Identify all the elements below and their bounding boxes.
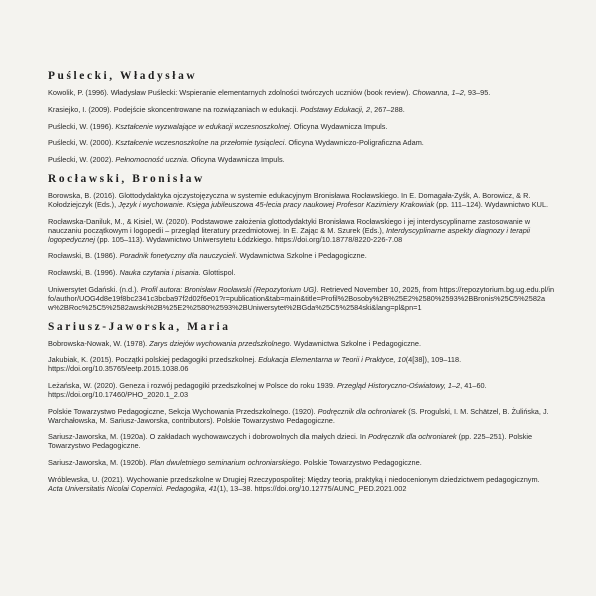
bibliography — [48, 70, 556, 502]
reference-entry: Leżańska, W. (2020). Geneza i rozwój pedagogiki przedszkolnej w Polsce do roku 1939. Przegląd Historyczno-Oświatowy, 1–2, 41–60. https://doi.org/10.17460/PHO_2020.1_2.03 — [48, 381, 487, 399]
reference-entry: Rocławski, B. (1986). Poradnik fonetyczny dla nauczycieli. Wydawnictwa Szkolne i Pedagogiczne. — [48, 251, 367, 261]
reference-entry: Rocławska-Daniluk, M., & Kisiel, W. (2020). Podstawowe założenia glottodydaktyki Bronisława Rocławskiego i jej interdyscyplinarne zastosowanie w nauczaniu początkowym i logopedii – przegląd literatury przedmiotowej. In E. Zając & M. Szurek (Eds.), Interdyscyplinarne aspekty diagnozy i terapii logopedycznej (pp. 105–113). Wydawnictwo Uniwersytetu Łódzkiego. https://doi.org/10.18778/8220-226-7.08 — [48, 216, 531, 244]
reference-entry: Uniwersytet Gdański. (n.d.). Profil autora: Bronisław Rocławski (Repozytorium UG). Retrieved November 10, 2025, from https://repozytorium.bg.ug.edu.pl/info/author/UOG4d8e19f8bc2341c3bcba97f2d02f6e01?r=publication&tab=main&title=Profil%2Bosoby%2B%25E2%2580%2593%2BBronis%25C5%2582aw%2BRoc%25C5%2582awski%2B%25E2%2580%2593%2BUniwersytet%2BGda%25C5%2584ski&lang=pl&pn=1 — [48, 284, 555, 312]
reference-entry: Jakubiak, K. (2015). Początki polskiej pedagogiki przedszkolnej. Edukacja Elementarna w Teorii i Praktyce, 10(4[38]), 109–118. https://doi.org/10.35765/eetp.2015.1038.06 — [48, 355, 462, 374]
reference-entry: Borowska, B. (2016). Glottodydaktyka ojczystojęzyczna w systemie edukacyjnym Bronisława Rocławskiego. In E. Domagała-Zyśk, A. Borowicz, & R. Kołodziejczyk (Eds.), Język i wychowanie. Księga jubileuszowa 45-lecia pracy naukowej Profesor Kazimiery Krakowiak (pp. 111–124). Wydawnictwo KUL. — [48, 190, 549, 209]
section-heading: Rocławski, Bronisław — [48, 172, 205, 185]
reference-entry: Krasiejko, I. (2009). Podejście skoncentrowane na rozwiązaniach w edukacji. Podstawy Edukacji, 2, 267–288. — [48, 104, 405, 114]
section-puslecki — [48, 70, 556, 165]
reference-entry: Polskie Towarzystwo Pedagogiczne, Sekcja Wychowania Przedszkolnego. (1920). Podręcznik dla ochroniarek (S. Progulski, I. M. Schätzel, B. Żulińska, J. Warchałowska, M. Sariusz-Jaworska, contributors). Polskie Towarzystwo Pedagogiczne. — [48, 406, 549, 425]
reference-entry: Puślecki, W. (2000). Kształcenie wczesnoszkolne na przełomie tysiącleci. Oficyna Wydawniczo-Poligraficzna Adam. — [48, 138, 424, 148]
reference-entry: Wróblewska, U. (2021). Wychowanie przedszkolne w Drugiej Rzeczypospolitej: Między teorią, praktyką i niedocenionym dziedzictwem pedagogicznym. Acta Universitatis Nicolai Copernici. Pedagogika, 41(1), 13–38. https://doi.org/10.12775/AUNC_PED.2021.002 — [48, 474, 540, 493]
section-heading: Sariusz-Jaworska, Maria — [48, 320, 231, 333]
reference-entry: Sariusz-Jaworska, M. (1920b). Plan dwuletniego seminarium ochroniarskiego. Polskie Towarzystwo Pedagogiczne. — [48, 458, 422, 468]
section-sariusz-jaworska — [48, 321, 556, 494]
section-roclawski — [48, 173, 556, 313]
reference-entry: Puślecki, W. (1996). Kształcenie wyzwalające w edukacji wczesnoszkolnej. Oficyna Wydawnicza Impuls. — [48, 121, 388, 131]
reference-entry: Bobrowska-Nowak, W. (1978). Zarys dziejów wychowania przedszkolnego. Wydawnictwa Szkolne i Pedagogiczne. — [48, 338, 422, 348]
reference-entry: Puślecki, W. (2002). Pełnomocność ucznia. Oficyna Wydawnicza Impuls. — [48, 155, 285, 165]
reference-entry: Sariusz-Jaworska, M. (1920a). O zakładach wychowawczych i dobrowolnych dla małych dzieci. In Podręcznik dla ochroniarek (pp. 225–251). Polskie Towarzystwo Pedagogiczne. — [48, 432, 533, 451]
section-heading: Puślecki, Władysław — [48, 70, 198, 82]
reference-entry: Kowolik, P. (1996). Władysław Puślecki: Wspieranie elementarnych zdolności twórczych uczniów (book review). Chowanna, 1–2, 93–95. — [48, 88, 491, 97]
reference-entry: Rocławski, B. (1996). Nauka czytania i pisania. Glottispol. — [48, 268, 236, 278]
